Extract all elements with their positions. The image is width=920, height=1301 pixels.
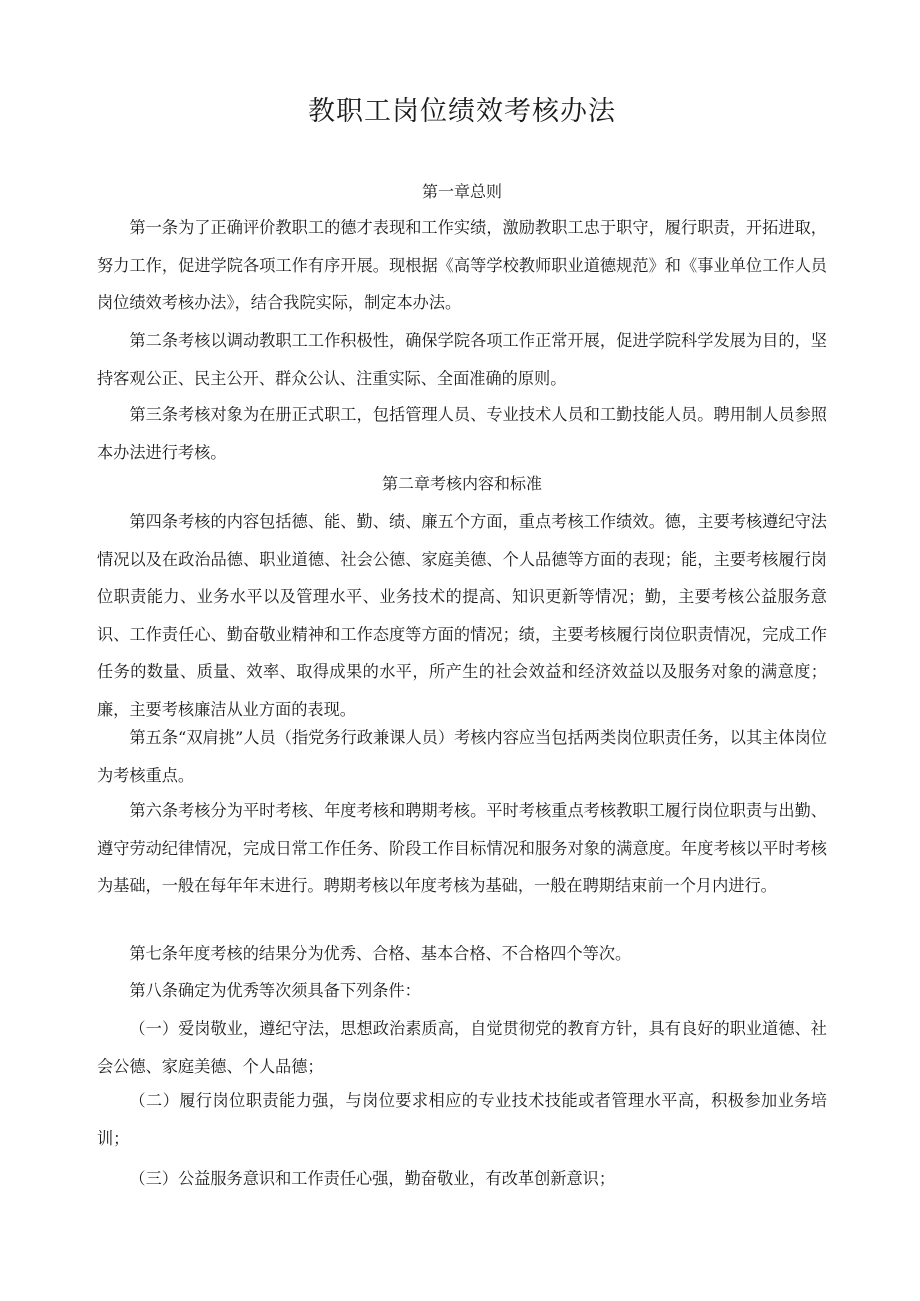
chapter-heading-2: 第二章考核内容和标准 <box>381 474 542 493</box>
article-7: 第七条年度考核的结果分为优秀、合格、基本合格、不合格四个等次。 <box>129 944 632 963</box>
condition-item-2: （二）履行岗位职责能力强，与岗位要求相应的专业技术技能或者管理水平高，积极参加业务培训； <box>97 1091 827 1148</box>
article-2: 第二条考核以调动教职工工作积极性，确保学院各项工作正常开展，促进学院科学发展为目的，坚持客观公正、民主公开、群众公认、注重实际、全面准确的原则。 <box>97 331 827 388</box>
chapter-heading-1: 第一章总则 <box>421 182 502 201</box>
condition-item-1: （一）爱岗敬业，遵纪守法，思想政治素质高，自觉贯彻党的教育方针，具有良好的职业道德、社会公德、家庭美德、个人品德； <box>97 1019 827 1076</box>
article-5: 第五条“双肩挑”人员（指党务行政兼课人员）考核内容应当包括两类岗位职责任务，以其主体岗位为考核重点。 <box>97 728 827 785</box>
article-1: 第一条为了正确评价教职工的德才表现和工作实绩，激励教职工忠于职守，履行职责，开拓进取，努力工作，促进学院各项工作有序开展。现根据《高等学校教师职业道德规范》和《事业单位工作人员岗位绩效考核办法》，结合我院实际，制定本办法。 <box>97 218 827 312</box>
condition-item-3: （三）公益服务意识和工作责任心强，勤奋敬业，有改革创新意识； <box>129 1169 616 1188</box>
document-title: 教职工岗位绩效考核办法 <box>308 96 616 127</box>
article-4: 第四条考核的内容包括德、能、勤、绩、廉五个方面，重点考核工作绩效。德，主要考核遵纪守法情况以及在政治品德、职业道德、社会公德、家庭美德、个人品德等方面的表现；能，主要考核履行岗位职责能力、业务水平以及管理水平、业务技术的提高、知识更新等情况；勤，主要考核公益服务意识、工作责任心、勤奋敬业精神和工作态度等方面的情况；绩，主要考核履行岗位职责情况，完成工作任务的数量、质量、效率、取得成果的水平，所产生的社会效益和经济效益以及服务对象的满意度；廉，主要考核廉洁从业方面的表现。 <box>97 512 827 719</box>
article-6: 第六条考核分为平时考核、年度考核和聘期考核。平时考核重点考核教职工履行岗位职责与出勤、遵守劳动纪律情况，完成日常工作任务、阶段工作目标情况和服务对象的满意度。年度考核以平时考核为基础，一般在每年年末进行。聘期考核以年度考核为基础，一般在聘期结束前一个月内进行。 <box>97 801 827 895</box>
article-8: 第八条确定为优秀等次须具备下列条件： <box>129 981 421 1000</box>
article-3: 第三条考核对象为在册正式职工，包括管理人员、专业技术人员和工勤技能人员。聘用制人员参照本办法进行考核。 <box>97 405 827 462</box>
